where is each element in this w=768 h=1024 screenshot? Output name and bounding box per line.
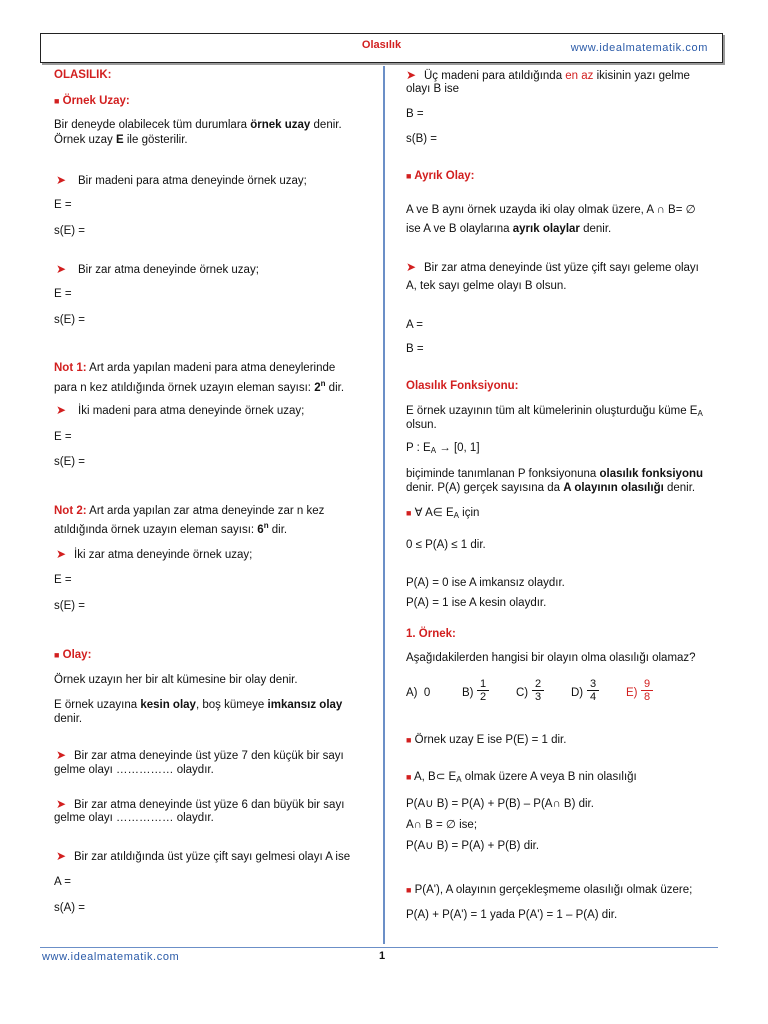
- ayrik-olay-heading: ■ Ayrık Olay:: [406, 170, 475, 182]
- answer-se: s(E) =: [54, 456, 85, 468]
- bullet-square-icon: ■: [54, 650, 60, 660]
- olasilik-fonksiyonu-heading: Olasılık Fonksiyonu:: [406, 380, 519, 392]
- question-die-even: ➤ Bir zar atma deneyinde üst yüze çift sayı geleme olayı: [406, 260, 699, 274]
- arrow-bullet-icon: ➤: [56, 849, 67, 863]
- forall-line: ■ ∀ A∈ $E_A$ için: [406, 507, 480, 520]
- bullet-square-icon: ■: [406, 171, 412, 181]
- bullet-square-icon: ■: [406, 735, 412, 745]
- bullet-square-icon: ■: [54, 96, 60, 106]
- option-b-label: B): [462, 687, 474, 699]
- option-e-fraction: $\frac{9}{8}$: [641, 678, 653, 703]
- question-coin: ➤ Bir madeni para atma deneyinde örnek uzay;: [56, 173, 307, 187]
- disjoint-condition: A∩ B = ∅ ise;: [406, 819, 478, 831]
- question-less-than-7-line-2: gelme olayı …………… olaydır.: [54, 764, 214, 776]
- p-zero-line: P(A) = 0 ise A imkansız olaydır.: [406, 577, 565, 589]
- ornek-uzay-heading: ■ Örnek Uzay:: [54, 95, 130, 107]
- question-die-even-line-2: A, tek sayı gelme olayı B olsun.: [406, 280, 567, 292]
- page-header: [40, 33, 723, 63]
- footer-site-link[interactable]: www.idealmatematik.com: [42, 951, 180, 963]
- option-e-label: E): [626, 687, 638, 699]
- arrow-bullet-icon: ➤: [56, 262, 67, 276]
- option-a: A) 0: [406, 687, 431, 699]
- ayrik-line-2: ise A ve B olaylarına ayrık olaylar denir.: [406, 223, 612, 235]
- fonk-line-2: olsun.: [406, 419, 437, 431]
- p-one-line: P(A) = 1 ise A kesin olaydır.: [406, 597, 547, 609]
- kesin-olay-line-2: denir.: [54, 713, 83, 725]
- arrow-bullet-icon: ➤: [406, 260, 417, 274]
- answer-e: E =: [54, 288, 72, 300]
- note-1-line-1: Not 1: Art arda yapılan madeni para atma deneylerinde: [54, 362, 336, 374]
- arrow-bullet-icon: ➤: [406, 68, 417, 82]
- answer-b: B =: [406, 108, 424, 120]
- answer-e: E =: [54, 431, 72, 443]
- answer-b: B =: [406, 343, 424, 355]
- ab-line: ■ A, B⊂ $E_A$ olmak üzere A veya B nin olasılığı: [406, 771, 637, 784]
- answer-e: E =: [54, 574, 72, 586]
- question-three-coins-line-2: olayı B ise: [406, 83, 460, 95]
- footer-rule: [40, 947, 718, 948]
- example-1-question: Aşağıdakilerden hangisi bir olayın olma olasılığı olamaz?: [406, 652, 696, 664]
- arrow-bullet-icon: ➤: [56, 403, 67, 417]
- answer-e: E =: [54, 199, 72, 211]
- answer-sa: s(A) =: [54, 902, 85, 914]
- union-formula: P(A∪ B) = P(A) + P(B) – P(A∩ B) dir.: [406, 798, 594, 810]
- answer-se: s(E) =: [54, 314, 85, 326]
- p-definition: P : $E_A \to [0$, 1]: [406, 442, 480, 455]
- question-die: ➤ Bir zar atma deneyinde örnek uzay;: [56, 262, 259, 276]
- inequality: 0 ≤ P(A) ≤ 1 dir.: [406, 539, 486, 551]
- bicim-line-1: biçiminde tanımlanan P fonksiyonuna olasılık fonksiyonu: [406, 468, 704, 480]
- bullet-square-icon: ■: [406, 885, 412, 895]
- bicim-line-2: denir. P(A) gerçek sayısına da A olayının olasılığı denir.: [406, 482, 696, 494]
- option-d-fraction: $\frac{3}{4}$: [587, 678, 599, 703]
- pe-line: ■ Örnek uzay E ise P(E) = 1 dir.: [406, 734, 567, 746]
- option-c-fraction: $\frac{2}{3}$: [532, 678, 544, 703]
- definition-line-2: Örnek uzay E ile gösterilir.: [54, 134, 188, 146]
- bullet-square-icon: ■: [406, 508, 412, 518]
- ayrik-line-1: A ve B aynı örnek uzayda iki olay olmak üzere, A ∩ B= ∅: [406, 204, 696, 216]
- answer-a: A =: [54, 876, 71, 888]
- answer-sb: s(B) =: [406, 133, 437, 145]
- page-number: 1: [379, 950, 386, 962]
- question-three-coins: ➤ Üç madeni para atıldığında en az ikisinin yazı gelme: [406, 68, 690, 82]
- arrow-bullet-icon: ➤: [56, 173, 67, 187]
- column-divider: [383, 66, 385, 944]
- complement-formula: P(A) + P(A') = 1 yada P(A') = 1 – P(A) dir.: [406, 909, 618, 921]
- answer-a: A =: [406, 319, 423, 331]
- fonk-line-1: E örnek uzayının tüm alt kümelerinin oluşturduğu küme $E_A$: [406, 405, 703, 418]
- main-heading: OLASILIK:: [54, 69, 112, 81]
- option-c-label: C): [516, 687, 529, 699]
- question-even-number: ➤ Bir zar atıldığında üst yüze çift sayı gelmesi olayı A ise: [56, 849, 351, 863]
- olay-heading: ■ Olay:: [54, 649, 92, 661]
- example-1-heading: 1. Örnek:: [406, 628, 456, 640]
- note-2-line-2: atıldığında örnek uzayın eleman sayısı: 6$^n$ dir.: [54, 521, 288, 536]
- option-d-label: D): [571, 687, 584, 699]
- question-greater-than-6: ➤ Bir zar atma deneyinde üst yüze 6 dan büyük bir sayı: [56, 797, 345, 811]
- answer-se: s(E) =: [54, 225, 85, 237]
- olay-definition: Örnek uzayın her bir alt kümesine bir olay denir.: [54, 674, 298, 686]
- arrow-bullet-icon: ➤: [56, 547, 67, 561]
- note-1-line-2: para n kez atıldığında örnek uzayın eleman sayısı: 2$^n$ dir.: [54, 379, 345, 394]
- arrow-bullet-icon: ➤: [56, 748, 67, 762]
- union-disjoint-formula: P(A∪ B) = P(A) + P(B) dir.: [406, 840, 540, 852]
- bullet-square-icon: ■: [406, 772, 412, 782]
- question-greater-than-6-line-2: gelme olayı …………… olaydır.: [54, 812, 214, 824]
- definition-line-1: Bir deneyde olabilecek tüm durumlara örnek uzay denir.: [54, 119, 342, 131]
- arrow-bullet-icon: ➤: [56, 797, 67, 811]
- question-less-than-7: ➤ Bir zar atma deneyinde üst yüze 7 den küçük bir sayı: [56, 748, 344, 762]
- page-title: Olasılık: [361, 39, 402, 51]
- header-site-link[interactable]: www.idealmatematik.com: [570, 42, 708, 54]
- option-b-fraction: $\frac{1}{2}$: [477, 678, 489, 703]
- question-two-dice: ➤ İki zar atma deneyinde örnek uzay;: [56, 547, 253, 561]
- kesin-olay-line-1: E örnek uzayına kesin olay, boş kümeye imkansız olay: [54, 699, 343, 711]
- question-two-coins: ➤ İki madeni para atma deneyinde örnek uzay;: [56, 403, 305, 417]
- answer-se: s(E) =: [54, 600, 85, 612]
- note-2-line-1: Not 2: Art arda yapılan zar atma deneyinde zar n kez: [54, 505, 325, 517]
- complement-line: ■ P(A'), A olayının gerçekleşmeme olasılığı olmak üzere;: [406, 884, 693, 896]
